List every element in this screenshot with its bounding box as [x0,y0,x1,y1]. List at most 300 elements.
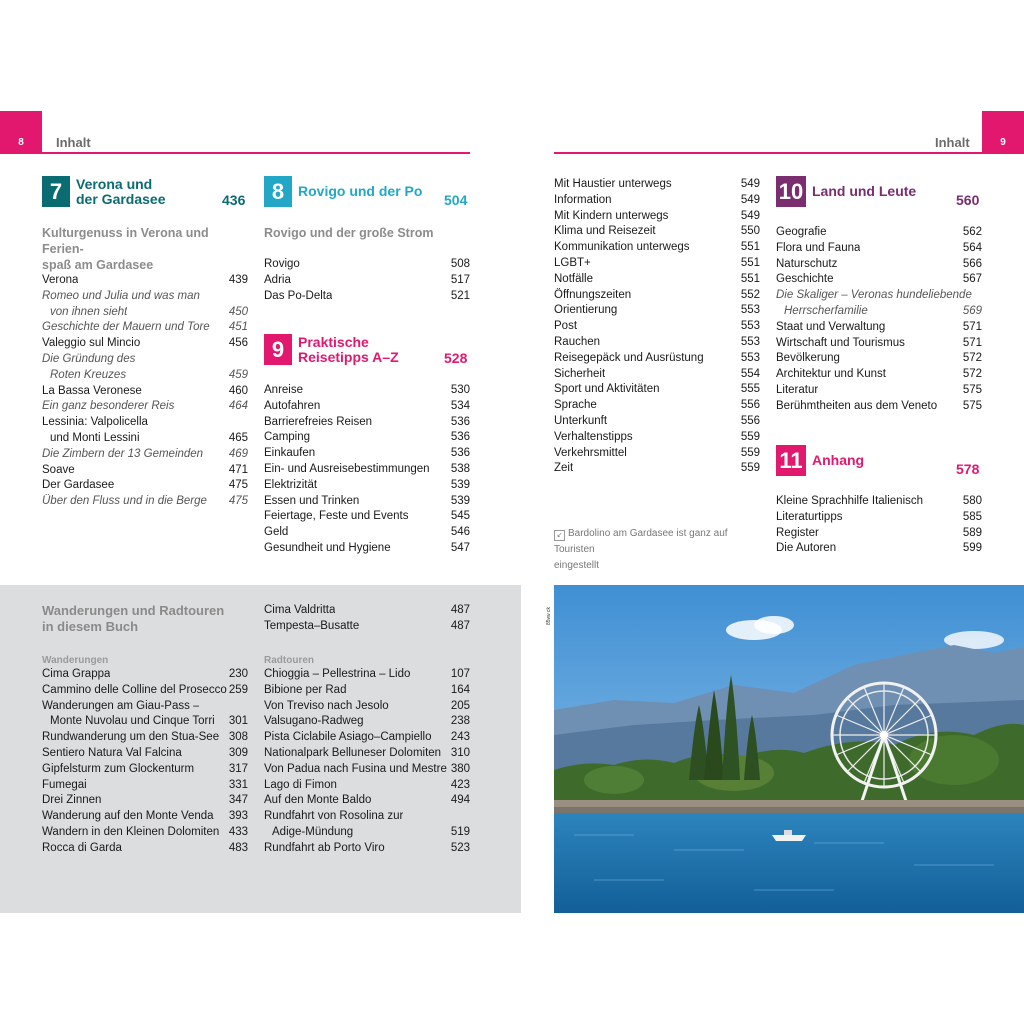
toc-entry-page: 331 [228,778,248,791]
toc-entry-title: Klima und Reisezeit [554,225,656,238]
toc-entry [42,431,248,447]
toc-entry-page: 571 [962,320,982,333]
toc-entry-title: Sicherheit [554,367,606,380]
toc-entry-page: 508 [450,258,470,270]
toc-entry [264,415,470,431]
toc-entry-page: 310 [450,746,470,759]
toc-entry-title: Rovigo [264,258,300,270]
toc-entry [42,336,248,352]
toc-entry [42,825,248,841]
toc-entry-title: Die Zimbern der 13 Gemeinden [42,447,204,460]
toc-entry-title: Pista Ciclabile Asiago–Campiello [264,731,432,744]
toc-entry-page: 556 [740,399,760,412]
toc-entry-page: 547 [450,541,470,554]
toc-entry-title: Nationalpark Belluneser Dolomiten [264,746,442,759]
toc-entry-title: Gipfelsturm zum Glockenturm [42,762,195,775]
toc-entry-title: Monte Nuvolau und Cinque Torri [50,715,215,728]
toc-entry [264,762,470,778]
toc-entry-page: 575 [962,383,982,396]
chapter-number-badge: 9 [264,334,292,365]
toc-entry-title: Register [776,526,819,539]
toc-entry [554,288,760,304]
toc-entry [776,257,982,273]
toc-entry-title: Ein ganz besonderer Reis [42,400,175,413]
toc-entry-page: 551 [740,241,760,254]
toc-entry-title: Sentiero Natura Val Falcina [42,746,182,759]
toc-entry [776,351,982,367]
toc-entry-page: 301 [228,715,248,728]
toc-entry [554,256,760,272]
chapter-title: Rovigo und der Po [298,183,423,199]
toc-entry-title: Rundfahrt ab Porto Viro [264,841,385,854]
toc-list-chapter-9-continued [554,177,760,477]
toc-entry [264,494,470,510]
toc-entry-page: 451 [228,321,248,334]
page-number-right: 9 [1000,137,1006,148]
toc-entry-title: Cammino delle Colline del Prosecco [42,683,227,696]
toc-entry-title: Flora und Fauna [776,241,861,254]
toc-entry [264,619,470,635]
toc-entry-title: Unterkunft [554,414,608,427]
toc-entry-page: 549 [740,193,760,206]
chapter-title: Anhang [812,452,865,468]
toc-entry [554,398,760,414]
toc-entry [264,273,470,289]
running-head-right: Inhalt [935,135,970,150]
toc-entry-page: 564 [962,241,982,254]
toc-entry-title: Die Gründung des [42,352,136,365]
toc-entry [42,305,248,321]
tours-title-line: Wanderungen und Radtouren [42,603,225,618]
toc-entry [42,384,248,400]
toc-entry-title: Berühmtheiten aus dem Veneto [776,399,938,412]
toc-entry-title: Geografie [776,226,827,238]
toc-entry [42,273,248,289]
header-rule-right [554,152,982,154]
toc-entry-title: Rocca di Garda [42,841,122,854]
toc-entry-title: Kommunikation unterwegs [554,241,690,254]
bike-tours-label: Radtouren [264,655,314,666]
toc-entry-page: 551 [740,272,760,285]
toc-entry-title: Naturschutz [776,257,838,270]
toc-entry-page: 517 [450,273,470,286]
toc-entry [42,841,248,857]
toc-entry [776,241,982,257]
toc-entry-page: 471 [228,463,248,476]
toc-entry-page: 534 [450,399,470,412]
toc-entry-page: 552 [740,288,760,301]
toc-entry [264,699,470,715]
chapter-page-number: 436 [222,192,246,208]
toc-entry-page: 539 [450,478,470,491]
toc-entry [264,257,470,273]
chapter-11-heading [776,445,864,476]
toc-entry-page: 423 [450,778,470,791]
toc-entry-page: 562 [962,226,982,238]
chapter-page-number: 528 [444,350,468,366]
photo-credit: 85vw ck [546,606,552,625]
toc-entry-page: 553 [740,335,760,348]
toc-entry-title: Tempesta–Busatte [264,619,360,632]
toc-entry-page: 549 [740,209,760,222]
toc-entry-page: 556 [740,414,760,427]
toc-entry [264,603,470,619]
toc-entry-title: Feiertage, Feste und Events [264,510,409,523]
toc-entry [42,478,248,494]
toc-entry-page: 550 [740,225,760,238]
chapter-page-number: 578 [956,461,980,477]
toc-list-chapter-7 [42,273,248,510]
chapter-title-line: Verona und [76,175,153,192]
toc-entry-page: 549 [740,178,760,190]
toc-entry-title: Kleine Sprachhilfe Italienisch [776,495,924,507]
toc-entry [42,415,248,431]
toc-entry [42,399,248,415]
toc-entry-title: Cima Grappa [42,668,111,680]
toc-entry-title: Soave [42,463,75,476]
toc-entry [264,825,470,841]
toc-entry-page: 205 [450,699,470,712]
toc-entry-title: Chioggia – Pellestrina – Lido [264,668,411,680]
toc-entry-title: Verhaltenstipps [554,430,633,443]
toc-entry [264,383,470,399]
running-head-left: Inhalt [56,135,91,150]
hikes-list [42,667,248,857]
toc-entry-title: Literatur [776,383,819,396]
tours-box-title [42,603,224,635]
toc-entry-title: Der Gardasee [42,479,115,492]
chapter-8-heading [264,176,422,207]
toc-entry-page: 464 [228,400,248,413]
toc-entry-page: 393 [228,810,248,823]
toc-entry-title: Gesundheit und Hygiene [264,541,391,554]
toc-entry-title: Lessinia: Valpolicella [42,416,148,429]
toc-entry-title: Das Po-Delta [264,289,333,302]
toc-entry-page: 589 [962,526,982,539]
caption-line: eingestellt [554,560,600,571]
toc-entry-title: Drei Zinnen [42,794,102,807]
toc-entry-title: Wanderungen am Giau-Pass – [42,699,200,712]
toc-entry-page: 580 [962,495,982,507]
toc-entry-page: 460 [228,384,248,397]
toc-entry [42,463,248,479]
toc-entry-title: LGBT+ [554,256,591,269]
chapter-title: Land und Leute [812,183,917,199]
toc-entry [776,320,982,336]
toc-entry-page: 523 [450,841,470,854]
chapter-title [76,177,166,207]
toc-entry-page: 309 [228,746,248,759]
toc-entry-page: 555 [740,383,760,396]
chapter-10-heading [776,176,916,207]
chapter-title-line: Praktische [298,333,369,350]
toc-entry [554,319,760,335]
toc-entry-page: 546 [450,526,470,539]
chapter-subtitle: Rovigo und der große Strom [264,226,434,240]
toc-entry [554,414,760,430]
toc-entry [264,841,470,857]
toc-entry-title: Adria [264,273,291,286]
chapter-title-line: der Gardasee [76,190,166,207]
toc-entry-page: 572 [962,352,982,365]
toc-entry-page: 380 [450,762,470,775]
chapter-9-heading [264,334,399,365]
toc-list-chapter-11 [776,494,982,557]
toc-entry-title: Staat und Verwaltung [776,320,886,333]
toc-entry [776,367,982,383]
toc-entry-page: 559 [740,446,760,459]
toc-entry [776,225,982,241]
toc-entry [554,335,760,351]
chapter-number-badge: 8 [264,176,292,207]
toc-entry-page: 569 [962,304,982,317]
toc-entry [264,730,470,746]
caption-line: Bardolino am Gardasee ist ganz auf Touristen [554,528,728,555]
toc-entry [42,793,248,809]
toc-entry-page: 567 [962,273,982,286]
lake-garda-photo [554,585,1024,913]
toc-entry-title: Ein- und Ausreisebestimmungen [264,462,430,475]
toc-entry [776,541,982,557]
toc-entry-title: Mit Haustier unterwegs [554,178,672,190]
toc-entry [776,336,982,352]
toc-entry [264,667,470,683]
toc-entry-page: 483 [228,841,248,854]
toc-entry-title: Geld [264,526,289,539]
toc-entry [264,793,470,809]
page-number-tab-left [0,111,42,154]
toc-entry-title: Verkehrsmittel [554,446,627,459]
toc-entry [776,399,982,415]
toc-entry-title: Öffnungszeiten [554,288,632,301]
toc-entry-title: Essen und Trinken [264,494,360,507]
toc-entry-title: Über den Fluss und in die Berge [42,495,207,508]
subtitle-line: spaß am Gardasee [42,258,154,272]
toc-entry-page: 347 [228,794,248,807]
toc-entry [42,447,248,463]
toc-entry [264,446,470,462]
toc-entry-page: 487 [450,619,470,632]
toc-entry [264,778,470,794]
toc-entry [776,383,982,399]
toc-entry-title: Die Autoren [776,542,837,555]
toc-entry-page: 487 [450,604,470,616]
toc-entry-title: Wirtschaft und Tourismus [776,336,905,349]
toc-entry-page: 551 [740,256,760,269]
toc-entry-page: 559 [740,462,760,475]
caption-arrow-icon: ↙ [554,530,565,541]
toc-entry-title: Wanderung auf den Monte Venda [42,810,214,823]
hikes-label: Wanderungen [42,655,109,666]
toc-entry-title: Adige-Mündung [272,825,354,838]
toc-entry-page: 519 [450,825,470,838]
chapter-title [298,335,399,365]
chapter-page-number: 504 [444,192,468,208]
toc-entry-title: Barrierefreies Reisen [264,415,373,428]
toc-entry-title: Geschichte [776,273,834,286]
toc-entry-page: 469 [228,447,248,460]
subtitle-line: Kulturgenuss in Verona und Ferien- [42,226,209,256]
toc-entry-page: 521 [450,289,470,302]
toc-list-chapter-9 [264,383,470,557]
toc-entry [554,209,760,225]
toc-entry [264,430,470,446]
toc-entry-title: Cima Valdritta [264,604,336,616]
toc-entry [42,667,248,683]
toc-entry-title: Information [554,193,612,206]
toc-entry-title: Architektur und Kunst [776,368,886,381]
toc-entry [554,224,760,240]
toc-entry-page: 433 [228,825,248,838]
toc-entry [776,494,982,510]
toc-entry [554,446,760,462]
toc-entry-page: 536 [450,431,470,444]
toc-entry-page: 530 [450,384,470,396]
chapter-page-number: 560 [956,192,980,208]
toc-entry-title: Valsugano-Radweg [264,715,364,728]
toc-entry [554,177,760,193]
photo-caption [554,526,754,574]
toc-entry-page: 572 [962,368,982,381]
toc-entry-title: Roten Kreuzes [50,368,127,381]
toc-entry-page: 450 [228,305,248,318]
toc-entry-page: 475 [228,495,248,508]
toc-entry [776,526,982,542]
toc-list-chapter-8 [264,257,470,304]
toc-entry-page: 459 [228,368,248,381]
toc-entry [264,399,470,415]
chapter-number-badge: 7 [42,176,70,207]
toc-entry [42,699,248,715]
chapter-subtitle [42,225,242,273]
toc-entry [264,683,470,699]
toc-entry-title: Post [554,320,578,333]
toc-entry [554,193,760,209]
toc-entry-title: Einkaufen [264,447,316,460]
toc-entry-title: Elektrizität [264,478,318,491]
toc-entry-title: Camping [264,431,311,444]
toc-entry-page: 456 [228,337,248,350]
toc-entry-title: Wandern in den Kleinen Dolomiten [42,825,220,838]
toc-entry-page: 553 [740,351,760,364]
toc-entry [264,541,470,557]
toc-entry-title: Romeo und Julia und was man [42,289,200,302]
toc-entry-title: La Bassa Veronese [42,384,142,397]
toc-entry-page: 536 [450,415,470,428]
toc-entry-page: 439 [228,274,248,286]
toc-entry-page: 571 [962,336,982,349]
toc-entry-page: 539 [450,494,470,507]
toc-entry [42,762,248,778]
toc-entry-page: 553 [740,320,760,333]
toc-entry-page: 559 [740,430,760,443]
toc-entry-title: Sport und Aktivitäten [554,383,660,396]
toc-entry-title: Notfälle [554,272,593,285]
toc-entry-title: Zeit [554,462,574,475]
toc-entry [776,304,982,320]
bike-tours-list [264,667,470,857]
toc-entry-page: 554 [740,367,760,380]
toc-entry-title: Von Treviso nach Jesolo [264,699,389,712]
toc-entry-title: Bevölkerung [776,352,840,365]
toc-entry-title: von ihnen sieht [50,305,128,318]
toc-entry [42,683,248,699]
chapter-number-badge: 11 [776,445,806,476]
toc-entry-page: 538 [450,462,470,475]
toc-entry [264,809,470,825]
toc-entry-title: Verona [42,274,79,286]
toc-entry [42,730,248,746]
toc-entry-page: 545 [450,510,470,523]
toc-entry [264,714,470,730]
toc-entry [264,289,470,305]
toc-entry [42,809,248,825]
toc-entry [554,351,760,367]
page-number-tab-right [982,111,1024,154]
toc-entry [264,746,470,762]
toc-entry-title: Die Skaliger – Veronas hundeliebende [776,289,972,302]
toc-entry [42,368,248,384]
toc-entry-page: 566 [962,257,982,270]
toc-entry [554,240,760,256]
toc-entry [776,510,982,526]
chapter-title-line: Reisetipps A–Z [298,348,399,365]
toc-entry [264,525,470,541]
toc-entry [42,289,248,305]
toc-entry-page: 230 [228,668,248,680]
toc-entry-page: 465 [228,431,248,444]
toc-entry-title: Bibione per Rad [264,683,347,696]
toc-entry-title: Lago di Fimon [264,778,337,791]
toc-list-chapter-10 [776,225,982,415]
toc-entry-page: 164 [450,683,470,696]
header-rule-left [42,152,470,154]
toc-entry [42,320,248,336]
toc-entry-title: Mit Kindern unterwegs [554,209,669,222]
toc-entry-title: und Monti Lessini [50,431,140,444]
toc-entry [554,367,760,383]
toc-entry-page: 494 [450,794,470,807]
toc-entry [776,288,982,304]
toc-entry-page: 575 [962,399,982,412]
toc-entry [776,272,982,288]
toc-entry [264,509,470,525]
toc-entry [554,303,760,319]
toc-entry [554,382,760,398]
toc-entry-title: Geschichte der Mauern und Tore [42,321,210,334]
toc-entry-title: Anreise [264,384,303,396]
toc-entry [264,462,470,478]
toc-entry [42,778,248,794]
chapter-7-heading [42,176,166,207]
tours-title-line: in diesem Buch [42,619,139,634]
page-number-left: 8 [18,137,24,148]
toc-entry-page: 553 [740,304,760,317]
toc-entry [42,494,248,510]
toc-entry-page: 308 [228,731,248,744]
toc-entry-page: 317 [228,762,248,775]
toc-entry [42,714,248,730]
toc-entry-title: Reisegepäck und Ausrüstung [554,351,704,364]
toc-entry-page: 107 [450,668,470,680]
toc-entry-page: 259 [228,683,248,696]
toc-entry-title: Rundwanderung um den Stua-See [42,731,220,744]
toc-entry-title: Orientierung [554,304,618,317]
toc-entry-page: 599 [962,542,982,555]
toc-entry-page: 585 [962,510,982,523]
toc-entry [554,461,760,477]
toc-entry [554,272,760,288]
